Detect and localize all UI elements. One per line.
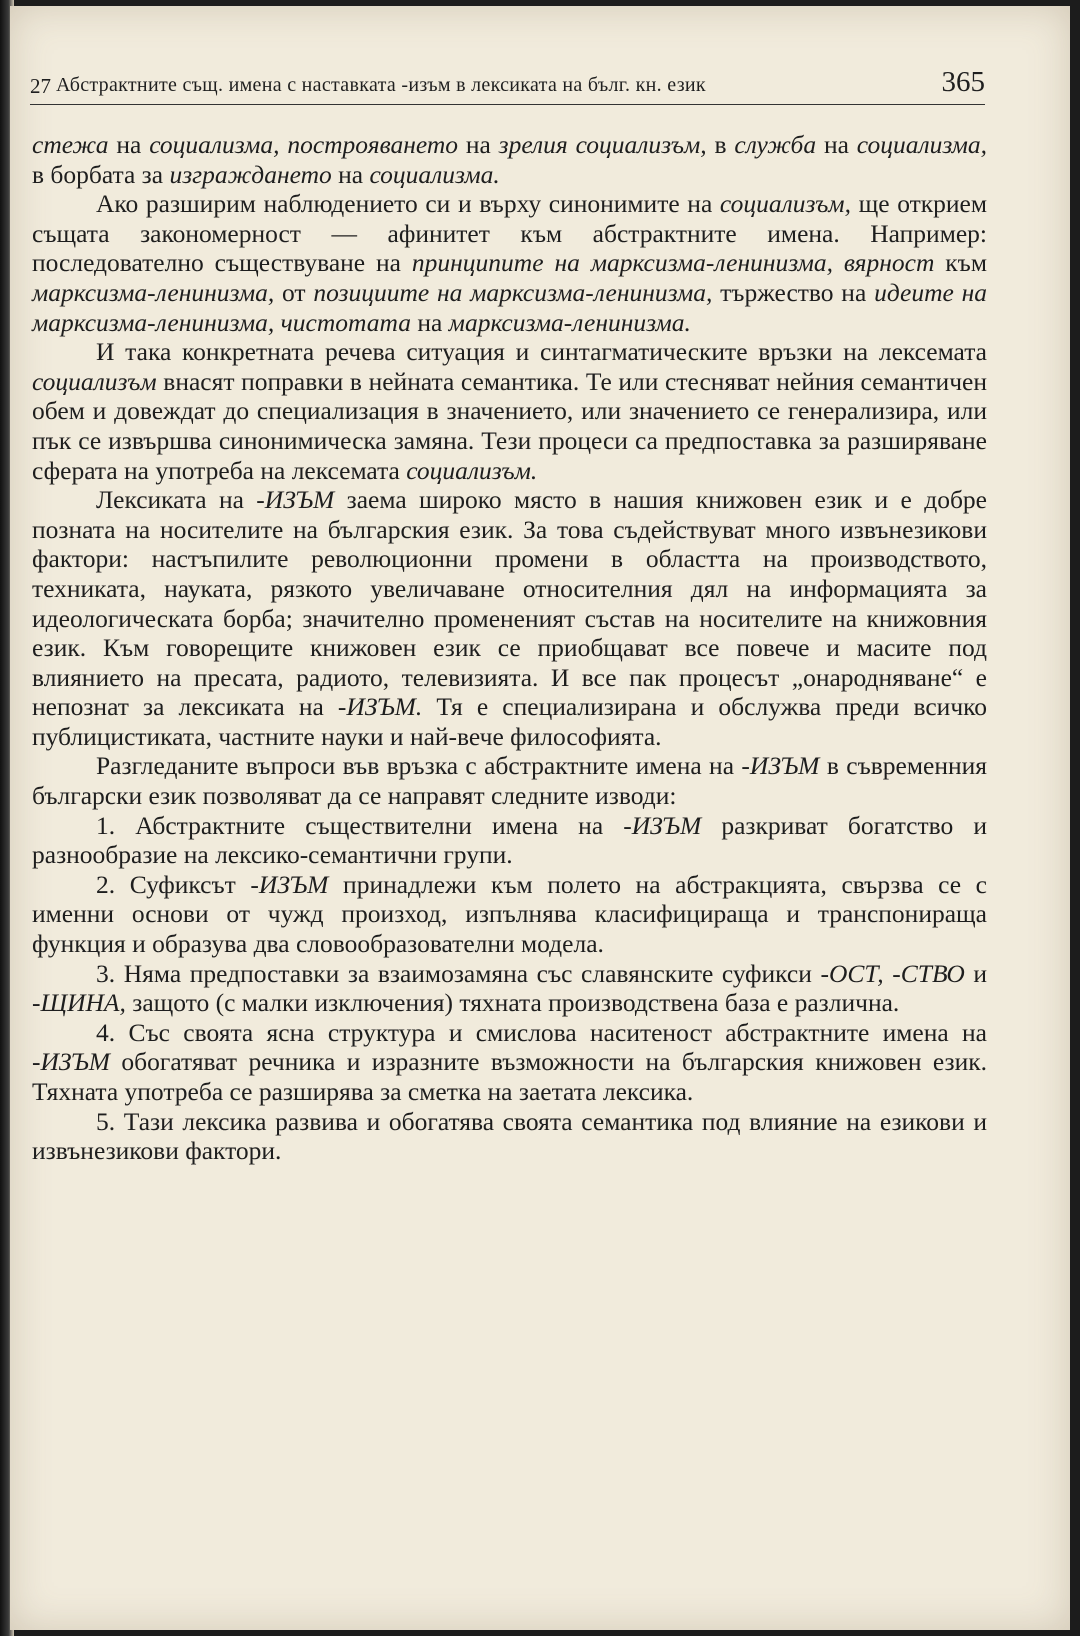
body-text	[32, 130, 987, 1166]
paragraph	[32, 485, 987, 751]
paragraph	[32, 337, 987, 485]
running-title: Абстрактните същ. имена с наставката -изъм в лексиката на бълг. кн. език	[56, 74, 706, 96]
text-run: внасят поправки в нейната семантика. Те или стесняват нейния семантичен обем и довеждат до специализация в значението, или значението се генерализира, или пък се извършва синонимическа замяна. Тези процеси са предпоставка за разширяване сферата на употреба на лексемата	[32, 366, 987, 485]
text-run: Лексиката на	[96, 485, 257, 515]
chapter-number: 27	[30, 74, 51, 98]
italic-term: служба	[734, 130, 817, 159]
italic-term: марксизма-ленинизма,	[32, 277, 275, 307]
text-run: в борбата за	[32, 159, 170, 189]
paragraph	[32, 811, 987, 870]
text-run: И така конкретната речева ситуация и синтагматическите връзки на лексемата	[96, 337, 987, 367]
text-run: ще открием същата закономерност — афинитет към абстрактните имена. Например: последователно съществуване на	[32, 189, 987, 278]
paragraph	[32, 751, 987, 810]
italic-term: построяването	[287, 130, 459, 159]
italic-term: -ОСТ, -СТВО	[820, 958, 965, 988]
italic-term: -ИЗЪМ	[32, 1047, 111, 1077]
paragraph	[32, 1018, 987, 1107]
text-run: от	[274, 277, 314, 307]
text-run: Разгледаните въпроси във връзка с абстрактните имена на	[96, 751, 742, 781]
text-run: Тя е специализирана и обслужва преди всичко публицистиката, частните науки и най-вече философията.	[32, 692, 987, 751]
italic-term: социализъм,	[719, 189, 851, 219]
page-number: 365	[941, 66, 985, 98]
text-run: Ако разширим наблюдението си и върху синонимите на	[96, 189, 720, 219]
italic-term: -ИЗЪМ	[256, 485, 335, 515]
italic-term: социализма.	[369, 159, 500, 189]
italic-term: марксизма-ленинизма.	[448, 307, 691, 337]
book-page	[10, 6, 1070, 1630]
paragraph	[32, 959, 987, 1018]
text-run: на	[458, 130, 499, 159]
italic-term: социализъм.	[406, 455, 538, 485]
paragraph	[32, 130, 987, 189]
text-run: на	[816, 130, 857, 159]
text-run: 2. Суфиксът	[96, 869, 251, 899]
text-run: в	[706, 130, 735, 159]
text-run: заема широко място в нашия книжовен език и е добре позната на носителите на българския език. За това съдействуват много извънезикови фактори: настъпилите революционни промени в областта на производството, техниката, науката, рязкото увеличаване относителния дял на информацията за идеологическата борба; значително промененият състав на носителите на книжовния език. Към говорещите книжовен език се приобщават все повече и масите под влиянието на пресата, радиото, телевизията. И все пак процесът „онародняване“ е непознат за лексиката на	[32, 485, 987, 722]
paragraph	[32, 189, 987, 337]
text-run: принадлежи към полето на абстракцията, свързва се с именни основи от чужд произход, изпълнява класифицираща и транспонираща функция и образува два словообразователни модела.	[32, 869, 988, 959]
italic-term: -ЩИНА,	[32, 988, 126, 1018]
italic-term: позициите на марксизма-ленинизма,	[313, 277, 713, 307]
text-run: на	[331, 159, 370, 189]
text-run: в съвременния български език позволяват да се направят следните изводи:	[32, 751, 988, 811]
running-header	[30, 64, 985, 105]
italic-term: -ИЗЪМ	[623, 810, 702, 840]
text-run: тържество на	[712, 277, 875, 307]
italic-term: социализма,	[856, 130, 988, 159]
text-run: 1. Абстрактните съществителни имена на	[96, 810, 624, 840]
paragraph	[32, 870, 987, 959]
italic-term: -ИЗЪМ	[741, 751, 820, 781]
text-run: разкриват богатство и разнообразие на лексико-семантични групи.	[32, 810, 987, 870]
italic-term: -ИЗЪМ.	[337, 692, 423, 722]
text-run: към	[934, 248, 988, 278]
text-run: обогатяват речника и изразните възможности на българския книжовен език. Тяхната употреба се разширява за сметка на заетата лексика.	[32, 1047, 987, 1106]
text-run: защото (с малки изключения) тяхната производствена база е различна.	[125, 988, 900, 1018]
text-run: 4. Със своята ясна структура и смислова наситеност абстрактните имена на	[96, 1017, 987, 1047]
italic-term: социализма,	[149, 130, 280, 159]
text-run: на	[108, 130, 150, 159]
text-run: и	[964, 958, 987, 988]
italic-term: принципите на марксизма-ленинизма, вярност	[411, 248, 935, 278]
italic-term: -ИЗЪМ	[250, 869, 329, 899]
italic-term: стежа	[32, 130, 109, 159]
italic-term: социализъм	[32, 366, 157, 396]
italic-term: зрелия социализъм,	[498, 130, 707, 159]
italic-term: идеите на марксизма-ленинизма, чистотата	[32, 277, 988, 337]
text-run: на	[410, 307, 449, 337]
paragraph	[32, 1107, 987, 1166]
italic-term: изграждането	[169, 159, 332, 189]
text-run: 5. Тази лексика развива и обогатява своята семантика под влияние на езикови и извънезикови фактори.	[32, 1106, 987, 1166]
text-run: 3. Няма предпоставки за взаимозамяна със славянските суфикси	[96, 958, 821, 988]
